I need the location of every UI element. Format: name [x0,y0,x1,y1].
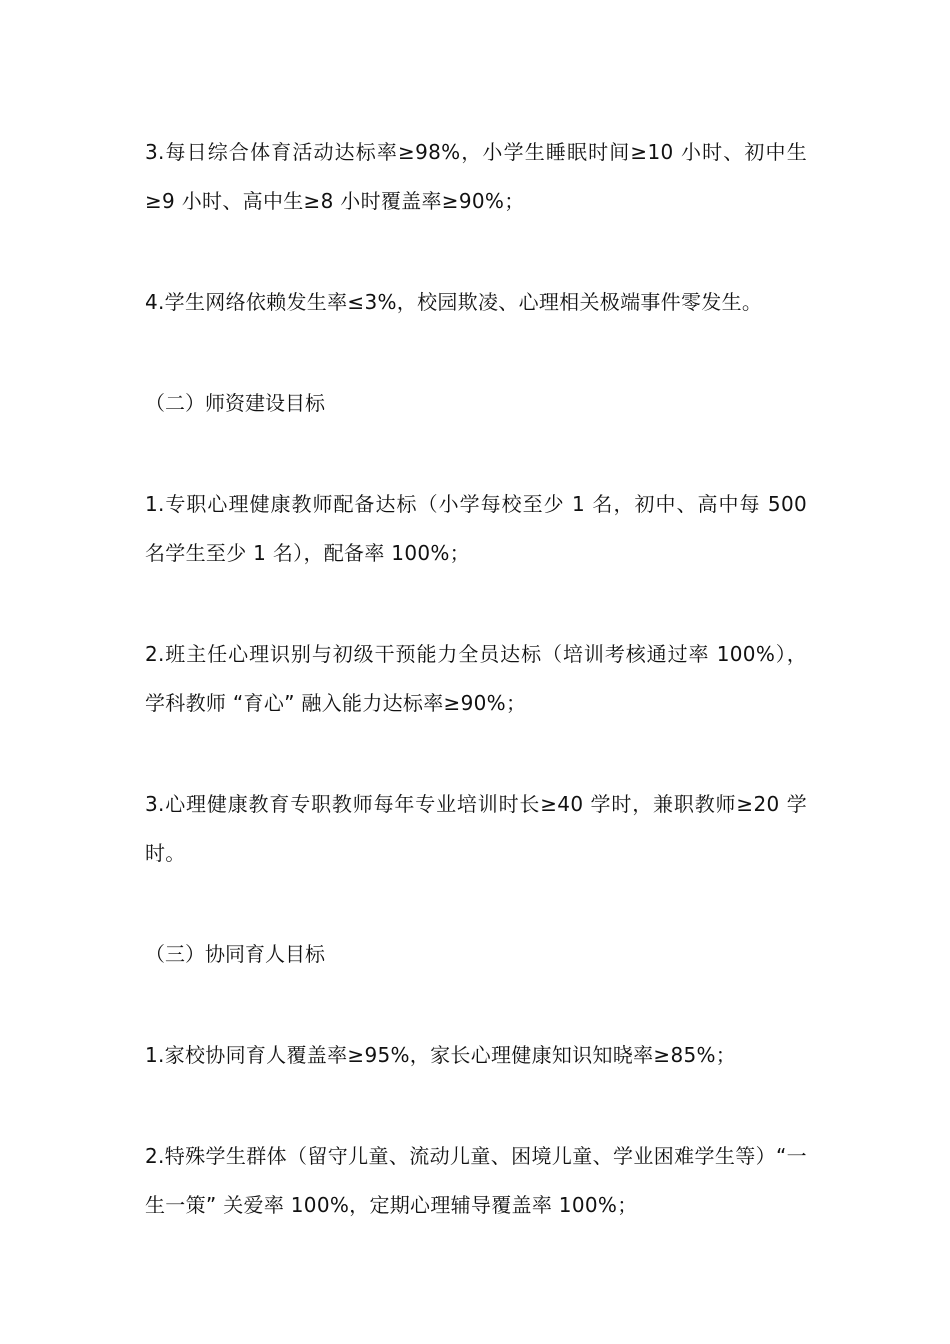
paragraph-spacer [145,1080,807,1132]
paragraph-spacer [145,979,807,1031]
section-heading-collaboration-goals: （三）协同育人目标 [145,942,325,966]
paragraph-spacer [145,578,807,630]
paragraph-item-1-counselor-staffing: 1.专职心理健康教师配备达标（小学每校至少 1 名，初中、高中每 500 名学生至少 1 名），配备率 100%； [145,492,807,565]
paragraph-spacer [145,327,807,379]
paragraph-spacer [145,878,807,930]
paragraph-spacer [145,226,807,278]
paragraph-item-3-sports-sleep: 3.每日综合体育活动达标率≥98%，小学生睡眠时间≥10 小时、初中生≥9 小时、高中生≥8 小时覆盖率≥90%； [145,140,807,213]
paragraph-spacer [145,728,807,780]
paragraph-item-4-internet-dependence: 4.学生网络依赖发生率≤3%，校园欺凌、心理相关极端事件零发生。 [145,290,763,314]
paragraph-item-3-training-hours: 3.心理健康教育专职教师每年专业培训时长≥40 学时，兼职教师≥20 学时。 [145,792,807,865]
paragraph-item-1-home-school: 1.家校协同育人覆盖率≥95%，家长心理健康知识知晓率≥85%； [145,1043,737,1067]
section-heading-teacher-goals: （二）师资建设目标 [145,391,325,415]
document-body [145,128,807,1230]
paragraph-item-2-special-students: 2.特殊学生群体（留守儿童、流动儿童、困境儿童、学业困难学生等）“一生一策” 关爱率 100%，定期心理辅导覆盖率 100%； [145,1144,807,1217]
paragraph-item-2-headteacher-skills: 2.班主任心理识别与初级干预能力全员达标（培训考核通过率 100%），学科教师 “育心” 融入能力达标率≥90%； [145,642,807,715]
paragraph-spacer [145,428,807,480]
